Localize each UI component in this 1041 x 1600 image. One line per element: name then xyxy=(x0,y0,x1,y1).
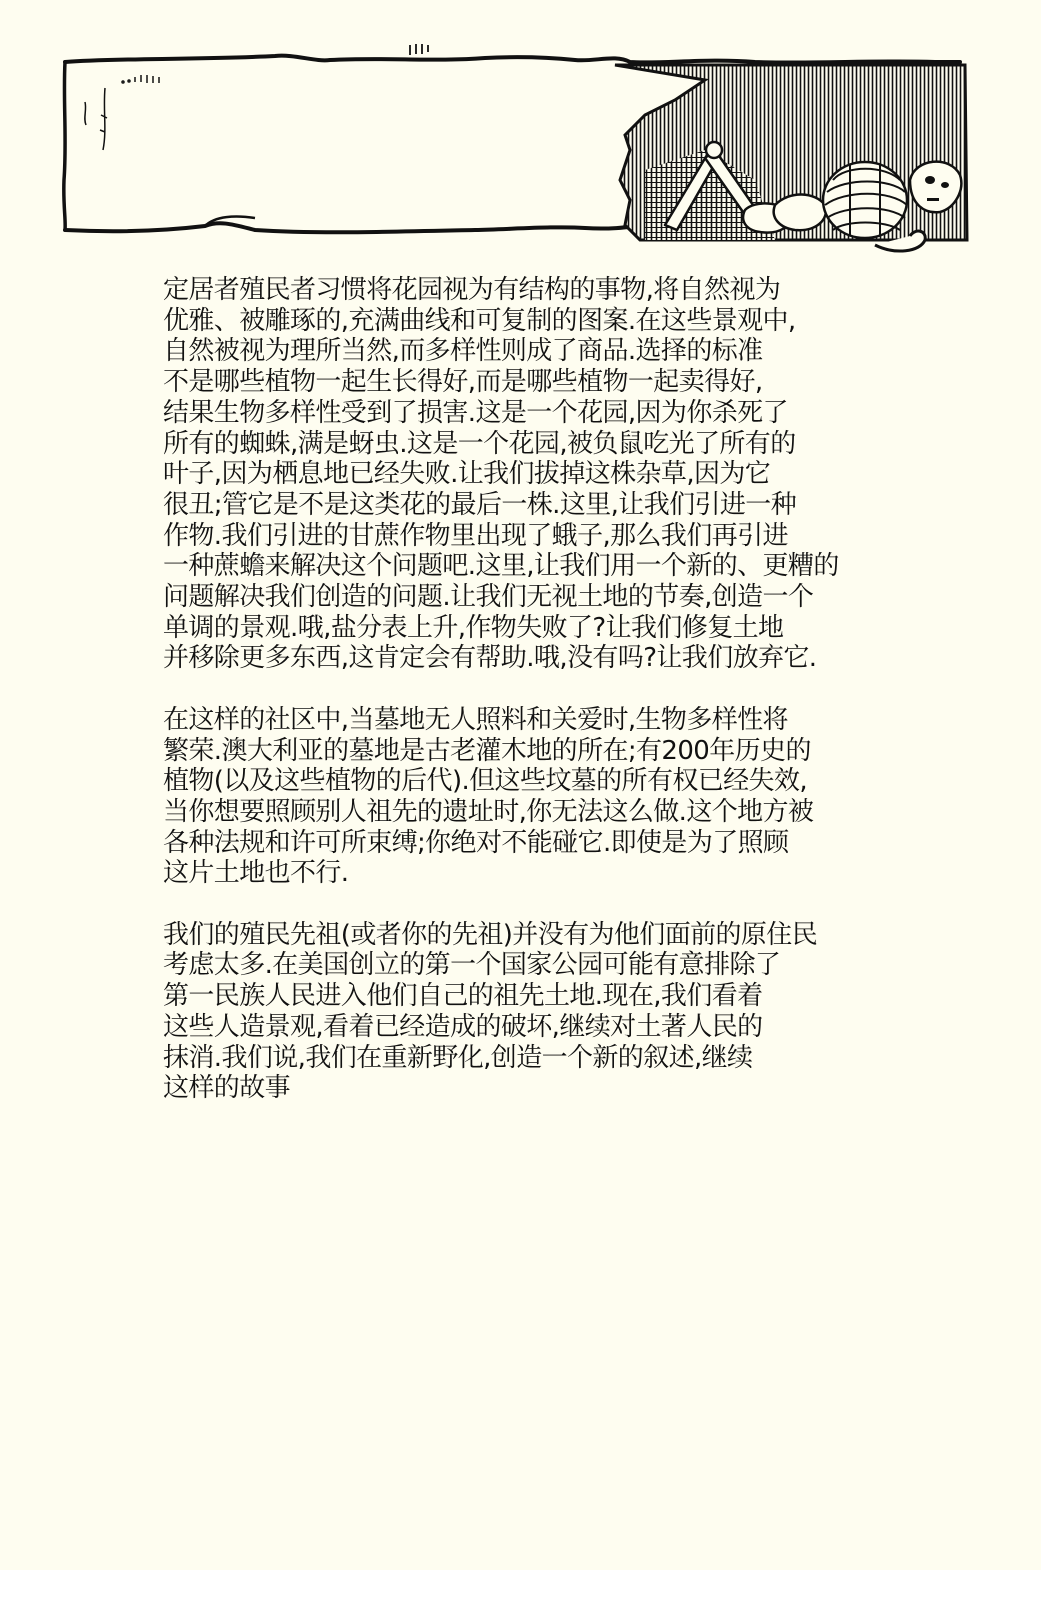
text-line: 作物.我们引进的甘蔗作物里出现了蛾子,那么我们再引进 xyxy=(163,520,788,551)
text-line: 很丑;管它是不是这类花的最后一株.这里,让我们引进一种 xyxy=(163,489,797,520)
skeleton-grave-banner-illustration xyxy=(55,40,1000,255)
text-line: 这些人造景观,看着已经造成的破坏,继续对土著人民的 xyxy=(163,1011,763,1042)
text-line: 问题解决我们创造的问题.让我们无视土地的节奏,创造一个 xyxy=(163,582,814,613)
text-line: 在这样的社区中,当墓地无人照料和关爱时,生物多样性将 xyxy=(163,704,788,735)
text-line: 单调的景观.哦,盐分表上升,作物失败了?让我们修复土地 xyxy=(163,612,784,643)
paragraph-3 xyxy=(163,920,908,1104)
text-line: 一种蔗蟾来解决这个问题吧.这里,让我们用一个新的、更糟的 xyxy=(163,551,839,582)
text-line: 优雅、被雕琢的,充满曲线和可复制的图案.在这些景观中, xyxy=(163,305,796,336)
banner-drawing xyxy=(55,40,1000,255)
text-line: 并移除更多东西,这肯定会有帮助.哦,没有吗?让我们放弃它. xyxy=(163,643,817,674)
text-line: 植物(以及这些植物的后代).但这些坟墓的所有权已经失效, xyxy=(163,766,808,797)
text-line: 各种法规和许可所束缚;你绝对不能碰它.即使是为了照顾 xyxy=(163,827,789,858)
paragraph-1 xyxy=(163,275,908,674)
text-line: 考虑太多.在美国创立的第一个国家公园可能有意排除了 xyxy=(163,950,781,981)
text-line: 自然被视为理所当然,而多样性则成了商品.选择的标准 xyxy=(163,336,763,367)
text-line: 所有的蜘蛛,满是蚜虫.这是一个花园,被负鼠吃光了所有的 xyxy=(163,428,796,459)
text-line: 叶子,因为栖息地已经失败.让我们拔掉这株杂草,因为它 xyxy=(163,459,771,490)
text-line: 抹消.我们说,我们在重新野化,创造一个新的叙述,继续 xyxy=(163,1042,753,1073)
text-line: 不是哪些植物一起生长得好,而是哪些植物一起卖得好, xyxy=(163,367,763,398)
text-line: 这样的故事 xyxy=(163,1073,291,1104)
text-line: 第一民族人民进入他们自己的祖先土地.现在,我们看着 xyxy=(163,981,763,1012)
text-line: 繁荣.澳大利亚的墓地是古老灌木地的所在;有200年历史的 xyxy=(163,735,811,766)
text-line: 定居者殖民者习惯将花园视为有结构的事物,将自然视为 xyxy=(163,275,781,305)
text-line: 这片土地也不行. xyxy=(163,858,349,889)
text-line: 结果生物多样性受到了损害.这是一个花园,因为你杀死了 xyxy=(163,397,788,428)
text-line: 我们的殖民先祖(或者你的先祖)并没有为他们面前的原住民 xyxy=(163,919,818,950)
text-line: 当你想要照顾别人祖先的遗址时,你无法这么做.这个地方被 xyxy=(163,796,814,827)
article-body xyxy=(163,275,908,1135)
paragraph-2 xyxy=(163,705,908,889)
